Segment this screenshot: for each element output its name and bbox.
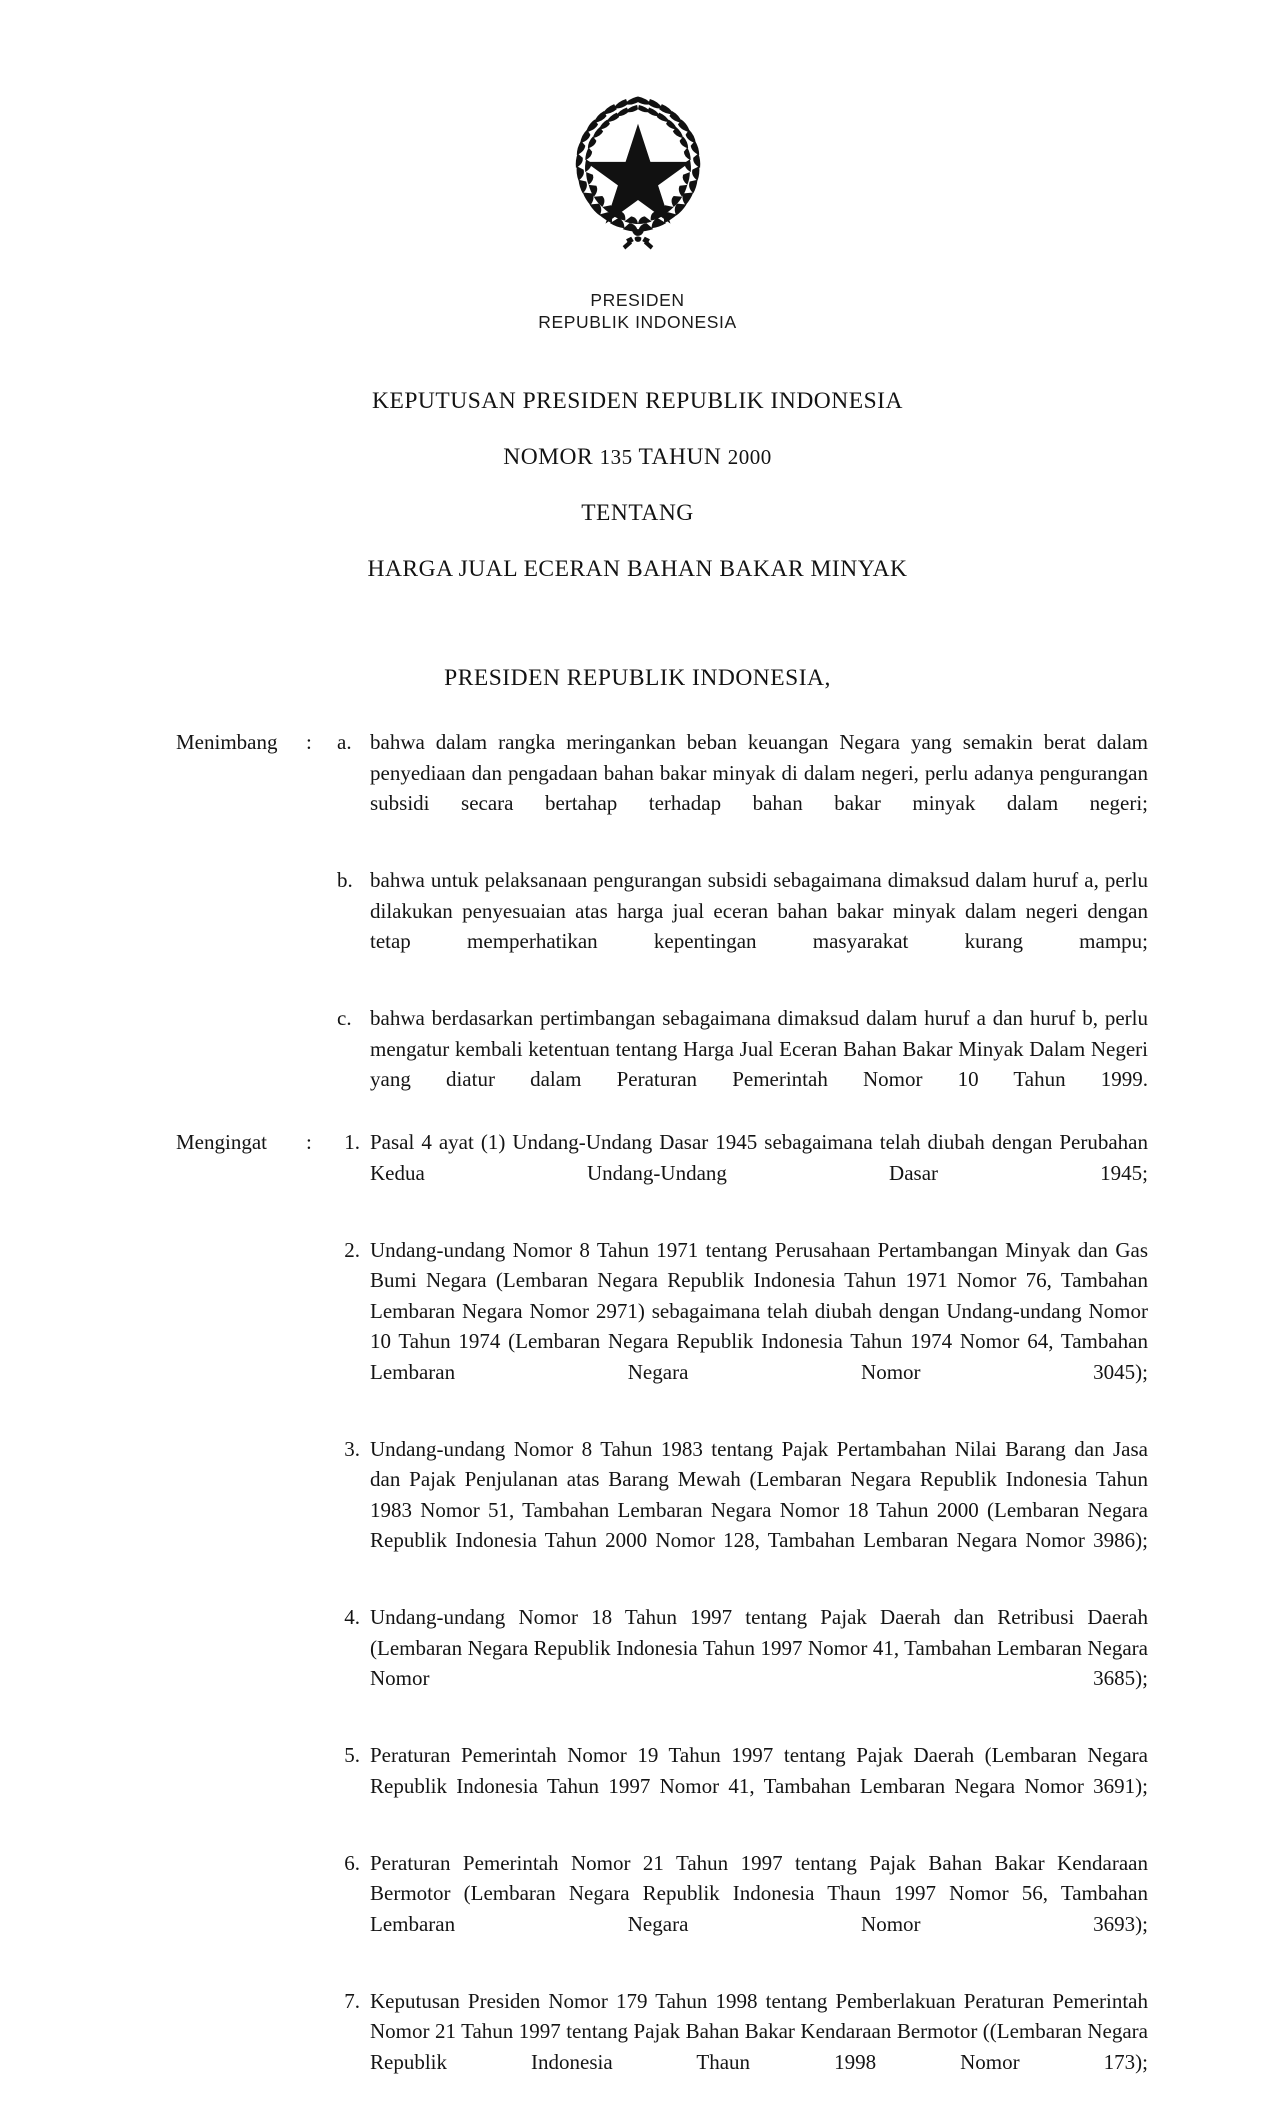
- list-item-text: Undang-undang Nomor 8 Tahun 1971 tentang Perusahaan Pertambangan Minyak dan Gas Bumi Negara (Lembaran Negara Republik Indonesia Tahun 1971 Nomor 76, Tambahan Lembaran Negara Nomor 2971) sebagaimana telah diubah dengan Undang-undang Nomor 10 Tahun 1974 (Lembaran Negara Republik Indonesia Tahun 1974 Nomor 64, Tambahan Lembaran Negara Nomor 3045);: [370, 1237, 1148, 1384]
- list-item: [337, 1740, 1148, 1832]
- list-item-marker: c.: [337, 1006, 352, 1030]
- list-item: [337, 1986, 1148, 2108]
- list-item-text: Pasal 4 ayat (1) Undang-Undang Dasar 1945 sebagaimana telah diubah dengan Perubahan Kedua Undang-Undang Dasar 1945;: [370, 1130, 1148, 1185]
- emblem-caption: [0, 289, 1275, 333]
- menimbang-colon: :: [306, 730, 312, 754]
- mengingat-items: [337, 1127, 1148, 2108]
- list-item: [337, 727, 1148, 849]
- list-item-marker: 2.: [344, 1237, 360, 1262]
- mengingat-colon: :: [306, 1130, 312, 1154]
- list-item: [337, 1127, 1148, 1219]
- document-title-line-1: KEPUTUSAN PRESIDEN REPUBLIK INDONESIA: [372, 388, 903, 414]
- list-item-marker: 5.: [344, 1743, 360, 1767]
- list-item-text: bahwa berdasarkan pertimbangan sebagaimana dimaksud dalam huruf a dan huruf b, perlu mengatur kembali ketentuan tentang Harga Jual Eceran Bahan Bakar Minyak Dalam Negeri yang diatur dalam Peraturan Pemerintah Nomor 10 Tahun 1999.: [370, 1006, 1148, 1091]
- menimbang-section: [176, 727, 1148, 1125]
- document-number-line: [0, 444, 1275, 471]
- list-item-text: Undang-undang Nomor 8 Tahun 1983 tentang Pajak Pertambahan Nilai Barang dan Jasa dan Pajak Penjulanan atas Barang Mewah (Lembaran Negara Republik Indonesia Tahun 1983 Nomor 51, Tambahan Lembaran Negara Nomor 18 Tahun 2000 (Lembaran Negara Republik Indonesia Tahun 2000 Nomor 128, Tambahan Lembaran Negara Nomor 3986);: [370, 1436, 1148, 1552]
- list-item-text: Undang-undang Nomor 18 Tahun 1997 tentang Pajak Daerah dan Retribusi Daerah (Lembaran Negara Republik Indonesia Tahun 1997 Nomor 41, Tambahan Lembaran Negara Nomor 3685);: [370, 1605, 1148, 1690]
- document-subject-line: HARGA JUAL ECERAN BAHAN BAKAR MINYAK: [367, 556, 908, 582]
- list-item: [337, 1848, 1148, 1970]
- mengingat-section: [176, 1127, 1148, 2108]
- list-item-marker: 1.: [344, 1130, 360, 1154]
- list-item-text: Peraturan Pemerintah Nomor 21 Tahun 1997 tentang Pajak Bahan Bakar Kendaraan Bermotor (Lembaran Negara Republik Indonesia Thaun 1997 Nomor 56, Tambahan Lembaran Negara Nomor 3693);: [370, 1850, 1148, 1936]
- document-title-tentang: TENTANG: [581, 500, 694, 526]
- menimbang-items: [337, 727, 1148, 1125]
- indonesian-presidential-seal-icon: [553, 88, 723, 258]
- emblem-caption-line-2: REPUBLIK INDONESIA: [538, 312, 737, 332]
- list-item-text: bahwa dalam rangka meringankan beban keuangan Negara yang semakin berat dalam penyediaan dan pengadaan bahan bakar minyak di dalam negeri, perlu adanya pengurangan subsidi secara bertahap terhadap bahan bakar minyak dalam negeri;: [370, 730, 1148, 815]
- menimbang-label: Menimbang: [176, 730, 278, 754]
- list-item: [337, 1602, 1148, 1724]
- document-authority-line: PRESIDEN REPUBLIK INDONESIA,: [444, 665, 831, 691]
- presidential-seal-block: [0, 88, 1275, 263]
- list-item-text: Peraturan Pemerintah Nomor 19 Tahun 1997 tentang Pajak Daerah (Lembaran Negara Republik Indonesia Tahun 1997 Nomor 41, Tambahan Lembaran Negara Nomor 3691);: [370, 1743, 1148, 1798]
- list-item-marker: 7.: [344, 1988, 360, 2013]
- document-number-value: 135: [599, 445, 633, 469]
- document-number-mid: TAHUN: [632, 444, 728, 470]
- list-item-text: bahwa untuk pelaksanaan pengurangan subsidi sebagaimana dimaksud dalam huruf a, perlu dilakukan penyesuaian atas harga jual eceran bahan bakar minyak dalam negeri dengan tetap memperhatikan kepentingan masyarakat kurang mampu;: [370, 868, 1148, 953]
- list-item-marker: 3.: [344, 1436, 360, 1461]
- list-item-marker: 6.: [344, 1850, 360, 1875]
- list-item: [337, 1003, 1148, 1125]
- list-item: [337, 865, 1148, 987]
- document-number-prefix: NOMOR: [503, 444, 600, 470]
- mengingat-label: Mengingat: [176, 1130, 267, 1154]
- list-item-marker: a.: [337, 730, 352, 754]
- list-item: [337, 1434, 1148, 1587]
- list-item-text: Keputusan Presiden Nomor 179 Tahun 1998 tentang Pemberlakuan Peraturan Pemerintah Nomor 21 Tahun 1997 tentang Pajak Bahan Bakar Kendaraan Bermotor ((Lembaran Negara Republik Indonesia Thaun 1998 Nomor 173);: [370, 1988, 1148, 2074]
- document-year-value: 2000: [727, 445, 772, 469]
- list-item-marker: 4.: [344, 1605, 360, 1629]
- list-item: [337, 1235, 1148, 1418]
- list-item-marker: b.: [337, 868, 353, 892]
- emblem-caption-line-1: PRESIDEN: [590, 290, 685, 310]
